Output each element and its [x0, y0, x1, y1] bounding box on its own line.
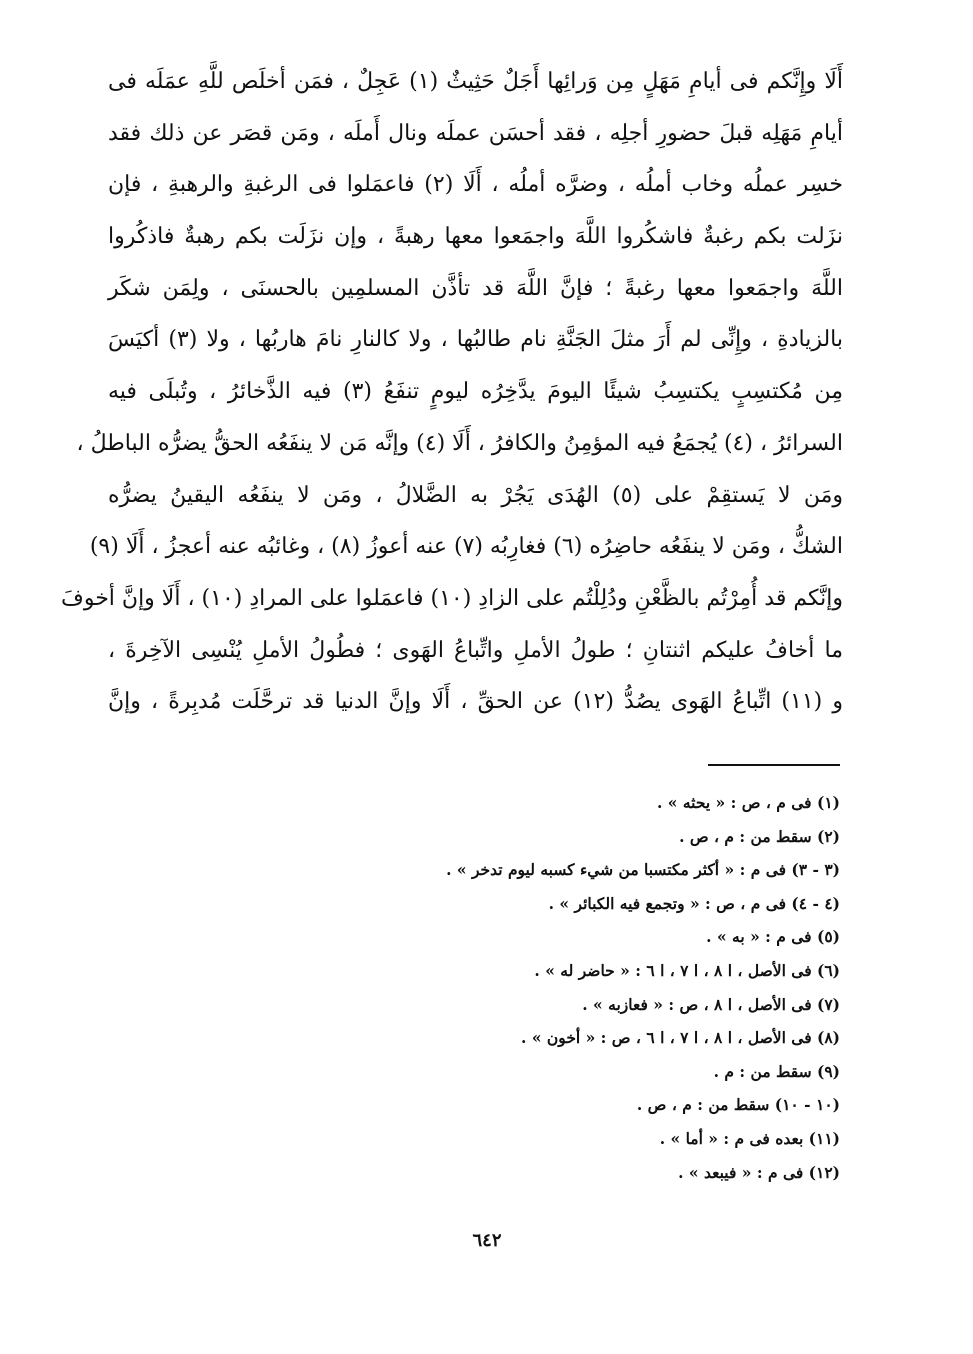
footnote: (٩) سقط من : م .	[713, 1061, 840, 1081]
footnote: (١٢) فى م : « فيبعد » .	[678, 1162, 840, 1182]
text-line: أيامِ مَهَلِه قبلَ حضورِ أجلِه ، فقد أحسَن عملَه ونال أَملَه ، ومَن قصَر عن ذلك فقد	[108, 120, 843, 146]
text-line: اللَّهَ واجمَعوا معها رغبةً ؛ فإنَّ اللَّهَ قد تأذَّن المسلمِين بالحسنَى ، ولِمَن شكَر	[108, 275, 843, 301]
footnote: (١) فى م ، ص : « يحثه » .	[656, 793, 840, 812]
page-number: ٦٤٢	[472, 1230, 502, 1251]
text-line: السرائرُ ، (٤) يُجمَعُ فيه المؤمِنُ والكافرُ ، أَلَا (٤) وإنَّه مَن لا ينفَعُه الحقُّ يضرُّه الباطلُ ،	[76, 430, 843, 456]
footnote: (٦) فى الأصل ، ا ٨ ، ا ٧ ، ا ٦ : « حاضر له » .	[534, 960, 840, 980]
text-line: الشكُّ ، ومَن لا ينفَعُه حاضِرُه (٦) فغارِبُه (٧) عنه أعوزُ (٨) ، وغائبُه عنه أعجزُ ، أَلَا (٩)	[89, 534, 843, 560]
footnote: (٨) فى الأصل ، ا ٨ ، ا ٧ ، ا ٦ ، ص : « أخون » .	[521, 1028, 840, 1048]
text-line: أَلَا وإِنَّكم فى أيامِ مَهَلٍ مِن وَرائِها أَجَلٌ حَثِيثٌ (١) عَجِلٌ ، فمَن أخلَص للَّهِ عمَلَه فى	[108, 69, 843, 94]
footnote: (٧) فى الأصل ، ا ٨ ، ص : « فعازبه » .	[582, 994, 840, 1014]
text-line: خسِر عملُه وخاب أملُه ، وضرَّه أملُه ، أَلَا (٢) فاعمَلوا فى الرغبةِ والرهبةِ ، فإن	[108, 172, 843, 198]
main-text	[61, 56, 844, 728]
text-line: نزَلت بكم رغبةٌ فاشكُروا اللَّهَ واجمَعوا معها رهبةً ، وإن نزَلَت بكم رهبةٌ فاذكُروا	[108, 224, 843, 250]
footnotes	[280, 786, 840, 1189]
text-line: ما أخافُ عليكم اثنتانِ ؛ طولُ الأملِ واتِّباعُ الهَوى ؛ فطُولُ الأملِ يُنْسِى الآخِرةَ ،	[108, 637, 843, 663]
footnote: (٢) سقط من : م ، ص .	[679, 826, 840, 846]
text-line: ومَن لا يَستقِمْ على (٥) الهُدَى يَجُرْ به الضَّلالُ ، ومَن لا ينفَعُه اليقينُ يضرُّه	[108, 482, 843, 508]
text-line: بالزيادةِ ، وإِنِّى لم أَرَ مثلَ الجَنَّةِ نام طالبُها ، ولا كالنارِ نامَ هاربُها ، ولا (٣) أكيَسَ	[108, 327, 844, 353]
footnote: (١١) بعده فى م : « أما » .	[659, 1128, 840, 1148]
footnote: (٤ - ٤) فى م ، ص : « وتجمع فيه الكبائر » .	[548, 893, 840, 913]
footnote: (٥) فى م : « به » .	[706, 927, 840, 947]
text-line: و (١١) اتِّباعُ الهَوى يصُدُّ (١٢) عن الحقِّ ، أَلَا وإنَّ الدنيا قد ترحَّلَت مُدبِرةً ، وإنَّ	[108, 689, 843, 715]
text-line: وإنَّكم قد أُمِرْتُم بالظَّعْنِ ودُلِلْتُم على الزادِ (١٠) فاعمَلوا على المرادِ (١٠) ، أَلَا وإنَّ أخوفَ	[61, 585, 843, 611]
text-line: مِن مُكتسِبٍ يكتسِبُ شيئًا اليومَ يدَّخِرُه ليومٍ تنفَعُ (٣) فيه الذَّخائرُ ، وتُبلَى فيه	[108, 379, 844, 405]
footnote: (١٠ - ١٠) سقط من : م ، ص .	[636, 1095, 840, 1115]
footnote: (٣ - ٣) فى م : « أكثر مكتسبا من شيء كسبه ليوم تدخر » .	[446, 860, 840, 880]
footnote-divider	[708, 764, 840, 766]
